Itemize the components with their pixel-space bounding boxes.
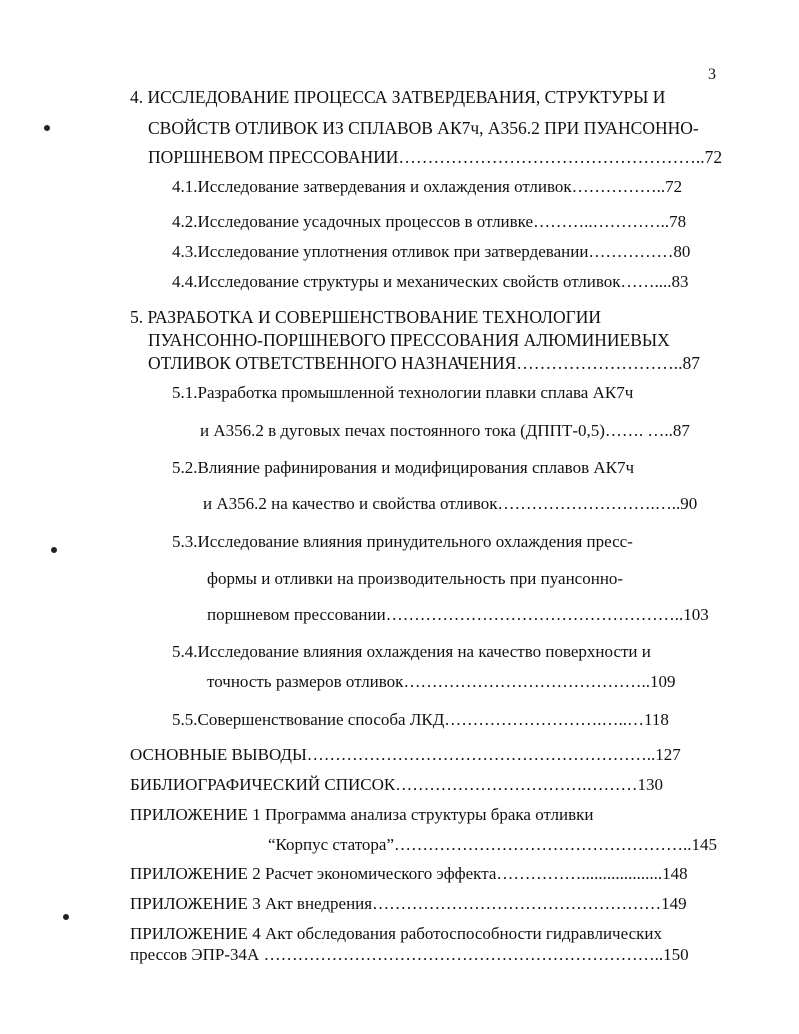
toc-line-appendix-1: ПРИЛОЖЕНИЕ 1 Программа анализа структуры брака отливки: [130, 805, 594, 824]
toc-line-5-2: 5.2.Влияние рафинирования и модифицирования сплавов АК7ч: [172, 458, 635, 477]
toc-line-4-2: 4.2.Исследование усадочных процессов в отливке………..…………..78: [172, 212, 687, 231]
toc-line-conclusions: ОСНОВНЫЕ ВЫВОДЫ……………………………………………………..127: [130, 745, 681, 764]
binder-mark-top: [44, 125, 50, 131]
toc-line-5-5: 5.5.Совершенствование способа ЛКД……………………….…..…118: [172, 710, 669, 729]
toc-line-appendix-2: ПРИЛОЖЕНИЕ 2 Расчет экономического эффекта……………...................148: [130, 864, 688, 883]
toc-line-4-heading-cont: СВОЙСТВ ОТЛИВОК ИЗ СПЛАВОВ АК7ч, А356.2 ПРИ ПУАНСОННО-: [148, 118, 699, 138]
toc-line-5-1-cont: и А356.2 в дуговых печах постоянного тока (ДППТ-0,5)……. …..87: [200, 421, 690, 440]
toc-line-appendix-4: ПРИЛОЖЕНИЕ 4 Акт обследования работоспособности гидравлических: [130, 924, 662, 943]
toc-line-appendix-3: ПРИЛОЖЕНИЕ 3 Акт внедрения……………………………………………149: [130, 894, 687, 913]
toc-line-4-3: 4.3.Исследование уплотнения отливок при затвердевании……………80: [172, 242, 691, 261]
toc-line-5-heading-cont: ПУАНСОННО-ПОРШНЕВОГО ПРЕССОВАНИЯ АЛЮМИНИЕВЫХ: [148, 330, 670, 350]
toc-line-5-4: 5.4.Исследование влияния охлаждения на качество поверхности и: [172, 642, 651, 661]
toc-line-5-heading: 5. РАЗРАБОТКА И СОВЕРШЕНСТВОВАНИЕ ТЕХНОЛОГИИ: [130, 307, 601, 327]
page-number: 3: [708, 66, 716, 83]
toc-line-4-4: 4.4.Исследование структуры и механических свойств отливок……....83: [172, 272, 689, 291]
toc-line-5-heading-end: ОТЛИВОК ОТВЕТСТВЕННОГО НАЗНАЧЕНИЯ………………………..87: [148, 353, 701, 373]
toc-line-4-1: 4.1.Исследование затвердевания и охлаждения отливок……………..72: [172, 177, 683, 196]
toc-line-4-heading-end: ПОРШНЕВОМ ПРЕССОВАНИИ……………………………………………..72: [148, 147, 723, 167]
toc-line-bibliography: БИБЛИОГРАФИЧЕСКИЙ СПИСОК…………………………….………130: [130, 775, 663, 794]
toc-line-5-3-cont: формы и отливки на производительность при пуансонно-: [207, 569, 624, 588]
binder-mark-middle: [51, 547, 57, 553]
toc-line-5-3-end: поршневом прессовании……………………………………………..103: [207, 605, 709, 624]
toc-line-5-1: 5.1.Разработка промышленной технологии плавки сплава АК7ч: [172, 383, 634, 402]
toc-line-4-heading: 4. ИССЛЕДОВАНИЕ ПРОЦЕССА ЗАТВЕРДЕВАНИЯ, СТРУКТУРЫ И: [130, 87, 666, 107]
toc-line-5-3: 5.3.Исследование влияния принудительного охлаждения пресс-: [172, 532, 633, 551]
toc-line-5-2-cont: и А356.2 на качество и свойства отливок……………………….…..90: [203, 494, 698, 513]
toc-line-appendix-4-cont: прессов ЭПР-34А ……………………………………………………………..150: [130, 945, 689, 964]
toc-line-5-4-cont: точность размеров отливок……………………………………..109: [207, 672, 676, 691]
binder-mark-bottom: [63, 914, 69, 920]
toc-line-appendix-1-cont: “Корпус статора”……………………………………………..145: [268, 835, 718, 854]
